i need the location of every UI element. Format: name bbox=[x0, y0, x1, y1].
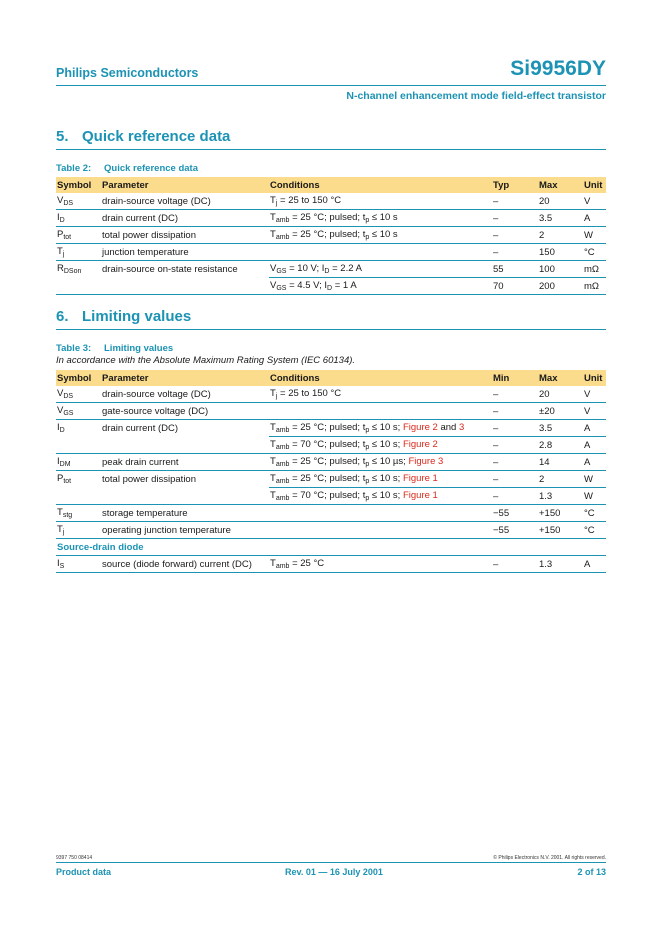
symbol-subscript: DSon bbox=[63, 268, 82, 276]
unit-cell: A bbox=[583, 454, 606, 471]
symbol-cell bbox=[56, 278, 101, 295]
table-row bbox=[56, 227, 606, 244]
subscript: j bbox=[275, 200, 278, 207]
value-cell: – bbox=[492, 471, 538, 488]
conditions-cell: $T_{amb} = 25$ °C; pulsed; $t_p \le 10$ s bbox=[269, 210, 492, 227]
max-cell: 20 bbox=[538, 193, 583, 210]
table-row bbox=[56, 244, 606, 261]
column-header: Min bbox=[492, 370, 538, 386]
symbol-cell: $I_D$ bbox=[56, 210, 101, 227]
max-cell: 1.3 bbox=[538, 556, 583, 573]
subscript: GS bbox=[276, 285, 287, 292]
table-row bbox=[56, 471, 606, 488]
table-row bbox=[56, 193, 606, 210]
conditions-cell: $V_{GS} = 10$ V; $I_D = 2.2$ A bbox=[269, 261, 492, 278]
parameter-cell: storage temperature bbox=[101, 505, 269, 522]
subscript: amb bbox=[275, 478, 290, 485]
parameter-cell: junction temperature bbox=[101, 244, 269, 261]
subscript: amb bbox=[275, 495, 290, 502]
parameter-cell: source (diode forward) current (DC) bbox=[101, 556, 269, 573]
subscript: amb bbox=[275, 427, 290, 434]
unit-cell: W bbox=[583, 227, 606, 244]
symbol-cell: $V_{GS}$ bbox=[56, 403, 101, 420]
column-header: Max bbox=[538, 177, 583, 193]
parameter-cell: gate-source voltage (DC) bbox=[101, 403, 269, 420]
unit-cell: A bbox=[583, 437, 606, 454]
value-cell: −55 bbox=[492, 505, 538, 522]
unit-cell: °C bbox=[583, 505, 606, 522]
table-label: Table 2: bbox=[56, 163, 92, 174]
max-cell: 2 bbox=[538, 227, 583, 244]
symbol-subscript: tot bbox=[63, 234, 72, 241]
conditions-cell: $T_{amb} = 70$ °C; pulsed; $t_p \le 10$ s; Figure 1 bbox=[269, 488, 492, 505]
figure-link: Figure 2 bbox=[402, 422, 438, 433]
value-cell: – bbox=[492, 210, 538, 227]
subscript: p bbox=[365, 427, 370, 434]
column-header: Symbol bbox=[56, 177, 101, 193]
figure-link: Figure 1 bbox=[402, 473, 438, 484]
unit-cell: A bbox=[583, 210, 606, 227]
value-cell: – bbox=[492, 386, 538, 403]
max-cell: 2.8 bbox=[538, 437, 583, 454]
figure-link: Figure 2 bbox=[402, 439, 438, 450]
figure-link: Figure 3 bbox=[408, 456, 444, 467]
quick-reference-table bbox=[56, 177, 606, 295]
unit-cell: mΩ bbox=[583, 261, 606, 278]
conditions-cell bbox=[269, 505, 492, 522]
table-row bbox=[56, 261, 606, 278]
table-row bbox=[56, 556, 606, 573]
column-header: Conditions bbox=[269, 177, 492, 193]
symbol-subscript: D bbox=[59, 427, 65, 435]
conditions-cell bbox=[269, 244, 492, 261]
subscript: D bbox=[324, 268, 330, 275]
column-header: Unit bbox=[583, 370, 606, 386]
table-3-caption bbox=[56, 343, 173, 354]
subscript: D bbox=[327, 285, 333, 292]
max-cell: +150 bbox=[538, 505, 583, 522]
parameter-cell bbox=[101, 437, 269, 454]
table-header-row bbox=[56, 370, 606, 386]
subscript: p bbox=[365, 478, 370, 485]
subheading-cell: Source-drain diode bbox=[56, 539, 606, 556]
symbol-subscript: D bbox=[59, 217, 65, 224]
column-header: Parameter bbox=[101, 370, 269, 386]
table-title: Limiting values bbox=[104, 343, 174, 354]
unit-cell: mΩ bbox=[583, 278, 606, 295]
section-6-title bbox=[56, 308, 191, 325]
value-cell: – bbox=[492, 403, 538, 420]
subscript: p bbox=[365, 234, 370, 241]
value-cell: – bbox=[492, 193, 538, 210]
column-header: Parameter bbox=[101, 177, 269, 193]
conditions-cell: $T_{amb} = 25$ °C; pulsed; $t_p \le 10$ s bbox=[269, 227, 492, 244]
value-cell: −55 bbox=[492, 522, 538, 539]
parameter-cell: drain-source on-state resistance bbox=[102, 263, 238, 275]
symbol-subscript: DS bbox=[63, 200, 74, 207]
symbol-subscript: j bbox=[62, 251, 65, 258]
value-cell: – bbox=[492, 227, 538, 244]
limiting-values-table bbox=[56, 370, 606, 573]
column-header: Unit bbox=[583, 177, 606, 193]
symbol-subscript: S bbox=[59, 563, 65, 570]
section-rule bbox=[56, 149, 606, 150]
conditions-cell: $T_{amb} = 25$ °C bbox=[269, 556, 492, 573]
product-name: Si9956DY bbox=[510, 57, 606, 80]
table-row bbox=[56, 522, 606, 539]
section-number: 6. bbox=[56, 308, 69, 325]
table-row bbox=[56, 454, 606, 471]
value-cell: – bbox=[492, 420, 538, 437]
table-label: Table 3: bbox=[56, 343, 92, 354]
parameter-cell bbox=[101, 488, 269, 505]
max-cell: 100 bbox=[538, 261, 583, 278]
parameter-cell: total power dissipation bbox=[102, 473, 196, 485]
unit-cell: A bbox=[583, 420, 606, 437]
max-cell: 2 bbox=[538, 471, 583, 488]
footer-rule bbox=[56, 862, 606, 863]
max-cell: 3.5 bbox=[538, 420, 583, 437]
symbol-cell: $I_S$ bbox=[56, 556, 101, 573]
conditions-cell: $T_j = 25$ to 150 °C bbox=[269, 193, 492, 210]
symbol-cell: $V_{DS}$ bbox=[56, 193, 101, 210]
conditions-cell: $V_{GS} = 4.5$ V; $I_D = 1$ A bbox=[269, 278, 492, 295]
subscript: p bbox=[365, 444, 370, 451]
section-number: 5. bbox=[56, 128, 69, 145]
subscript: p bbox=[365, 461, 370, 468]
table-row bbox=[56, 278, 606, 295]
company-name: Philips Semiconductors bbox=[56, 66, 199, 80]
max-cell: 150 bbox=[538, 244, 583, 261]
unit-cell: W bbox=[583, 488, 606, 505]
unit-cell: V bbox=[583, 386, 606, 403]
footer-page-number: 2 of 13 bbox=[577, 867, 606, 877]
subscript: amb bbox=[275, 217, 290, 224]
table-2-caption bbox=[56, 163, 198, 174]
max-cell: 14 bbox=[538, 454, 583, 471]
unit-cell: V bbox=[583, 193, 606, 210]
table-row bbox=[56, 420, 606, 437]
conditions-cell: $T_{amb} = 70$ °C; pulsed; $t_p \le 10$ s; Figure 2 bbox=[269, 437, 492, 454]
subscript: p bbox=[365, 495, 370, 502]
subheading-row bbox=[56, 539, 606, 556]
unit-cell: W bbox=[583, 471, 606, 488]
column-header: Symbol bbox=[56, 370, 101, 386]
symbol-subscript: tot bbox=[63, 478, 72, 486]
max-cell: 3.5 bbox=[538, 210, 583, 227]
section-heading: Quick reference data bbox=[82, 128, 231, 145]
conditions-cell: $T_{amb} = 25$ °C; pulsed; $t_p \le 10$ s; Figure 2 and 3 bbox=[269, 420, 492, 437]
conditions-cell: $T_{amb} = 25$ °C; pulsed; $t_p \le 10$ µs; Figure 3 bbox=[269, 454, 492, 471]
unit-cell: A bbox=[583, 556, 606, 573]
column-header: Conditions bbox=[269, 370, 492, 386]
value-cell: – bbox=[492, 488, 538, 505]
parameter-cell: peak drain current bbox=[101, 454, 269, 471]
figure-link: 3 bbox=[458, 422, 465, 433]
symbol-cell: $I_D$ bbox=[57, 422, 65, 435]
conditions-cell bbox=[269, 522, 492, 539]
subscript: amb bbox=[275, 234, 290, 241]
symbol-cell: $P_{tot}$ bbox=[57, 473, 72, 486]
symbol-cell bbox=[56, 437, 101, 454]
footer-doc-type: Product data bbox=[56, 867, 112, 877]
symbol-cell: $R_{DSon}$ bbox=[57, 263, 82, 276]
table-row bbox=[56, 505, 606, 522]
subscript: p bbox=[365, 217, 370, 224]
unit-cell: °C bbox=[583, 522, 606, 539]
parameter-cell: operating junction temperature bbox=[101, 522, 269, 539]
table-row bbox=[56, 210, 606, 227]
subscript: j bbox=[275, 393, 278, 400]
table-row bbox=[56, 488, 606, 505]
value-cell: – bbox=[492, 244, 538, 261]
symbol-cell: $T_{stg}$ bbox=[56, 505, 101, 522]
parameter-cell: drain-source voltage (DC) bbox=[101, 386, 269, 403]
symbol-cell: $V_{DS}$ bbox=[56, 386, 101, 403]
figure-link: Figure 1 bbox=[402, 490, 438, 501]
subscript: amb bbox=[275, 563, 290, 570]
subscript: amb bbox=[275, 461, 290, 468]
product-subtitle: N-channel enhancement mode field-effect transistor bbox=[346, 90, 606, 102]
symbol-cell: $P_{tot}$ bbox=[56, 227, 101, 244]
section-5-title bbox=[56, 128, 230, 145]
parameter-cell: drain current (DC) bbox=[101, 210, 269, 227]
table-row bbox=[56, 437, 606, 454]
symbol-cell: $T_j$ bbox=[56, 522, 101, 539]
symbol-subscript: j bbox=[62, 529, 65, 536]
max-cell: 200 bbox=[538, 278, 583, 295]
parameter-cell bbox=[101, 278, 269, 295]
conditions-cell bbox=[269, 403, 492, 420]
symbol-cell bbox=[56, 488, 101, 505]
header-rule bbox=[56, 85, 606, 86]
copyright-notice: © Philips Electronics N.V. 2001. All rights reserved. bbox=[493, 855, 606, 861]
value-cell: – bbox=[492, 454, 538, 471]
conditions-cell: $T_{amb} = 25$ °C; pulsed; $t_p \le 10$ s; Figure 1 bbox=[269, 471, 492, 488]
max-cell: 1.3 bbox=[538, 488, 583, 505]
value-cell: 55 bbox=[492, 261, 538, 278]
symbol-subscript: DM bbox=[59, 461, 71, 468]
unit-cell: V bbox=[583, 403, 606, 420]
subscript: amb bbox=[275, 444, 290, 451]
value-cell: – bbox=[492, 437, 538, 454]
symbol-subscript: DS bbox=[63, 393, 74, 400]
max-cell: ±20 bbox=[538, 403, 583, 420]
symbol-subscript: GS bbox=[63, 410, 74, 417]
max-cell: +150 bbox=[538, 522, 583, 539]
parameter-cell: drain current (DC) bbox=[102, 422, 179, 434]
symbol-cell: $I_{DM}$ bbox=[56, 454, 101, 471]
max-cell: 20 bbox=[538, 386, 583, 403]
section-rule bbox=[56, 329, 606, 330]
table-title: Quick reference data bbox=[104, 163, 198, 174]
unit-cell: °C bbox=[583, 244, 606, 261]
value-cell: – bbox=[492, 556, 538, 573]
document-code: 9397 750 08414 bbox=[56, 855, 93, 861]
value-cell: 70 bbox=[492, 278, 538, 295]
parameter-cell: total power dissipation bbox=[101, 227, 269, 244]
parameter-cell: drain-source voltage (DC) bbox=[101, 193, 269, 210]
table-3-note: In accordance with the Absolute Maximum Rating System (IEC 60134). bbox=[56, 355, 356, 366]
table-header-row bbox=[56, 177, 606, 193]
subscript: GS bbox=[276, 268, 287, 275]
table-row bbox=[56, 386, 606, 403]
section-heading: Limiting values bbox=[82, 308, 192, 325]
column-header: Typ bbox=[492, 177, 538, 193]
symbol-cell: $T_j$ bbox=[56, 244, 101, 261]
symbol-subscript: stg bbox=[62, 512, 73, 519]
column-header: Max bbox=[538, 370, 583, 386]
table-row bbox=[56, 403, 606, 420]
footer-revision: Rev. 01 — 16 July 2001 bbox=[285, 867, 383, 877]
conditions-cell: $T_j = 25$ to 150 °C bbox=[269, 386, 492, 403]
